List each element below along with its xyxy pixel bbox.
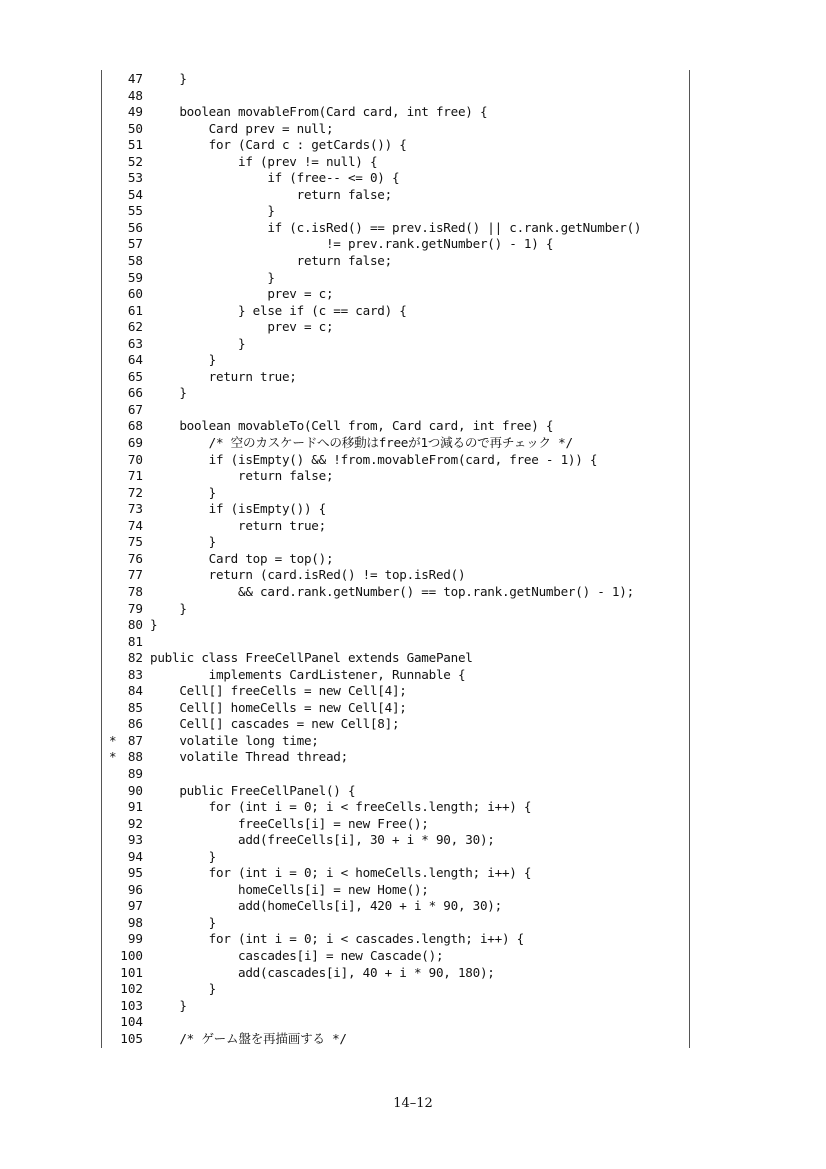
code-line: [102, 865, 688, 882]
code-line: [102, 534, 688, 551]
code-line: [102, 601, 688, 618]
code-text: return false;: [150, 253, 392, 269]
code-text: add(freeCells[i], 30 + i * 90, 30);: [150, 832, 495, 848]
code-line: [102, 137, 688, 154]
code-text: }: [150, 71, 187, 86]
code-line: [102, 931, 688, 948]
line-number: 51: [127, 137, 143, 153]
line-number: 83: [127, 666, 143, 682]
code-text: }: [150, 914, 216, 930]
change-marker: *: [109, 732, 117, 748]
line-number: 52: [127, 153, 143, 169]
line-number: 67: [127, 401, 143, 417]
line-number: 73: [127, 501, 143, 517]
code-line: [102, 187, 688, 204]
line-number: 93: [127, 832, 143, 848]
code-text: add(homeCells[i], 420 + i * 90, 30);: [150, 898, 502, 914]
code-line: [102, 567, 688, 584]
line-number: 82: [127, 650, 143, 666]
code-line: [102, 88, 688, 105]
line-number: 89: [127, 765, 143, 781]
line-number: 88: [127, 749, 143, 765]
code-line: [102, 104, 688, 121]
line-number: 77: [127, 567, 143, 583]
line-number: 97: [127, 898, 143, 914]
code-line: [102, 882, 688, 899]
line-number: 94: [127, 848, 143, 864]
code-text: if (prev != null) {: [150, 153, 378, 169]
code-line: [102, 253, 688, 270]
line-number: 85: [127, 699, 143, 715]
code-text: for (int i = 0; i < freeCells.length; i++) {: [150, 799, 532, 815]
line-number: 71: [127, 468, 143, 484]
code-line: [102, 816, 688, 833]
line-number: 91: [127, 799, 143, 815]
code-text: cascades[i] = new Cascade();: [150, 947, 444, 963]
code-text: homeCells[i] = new Home();: [150, 881, 429, 897]
code-line: [102, 1031, 688, 1048]
code-text: return true;: [150, 368, 297, 384]
code-text: add(cascades[i], 40 + i * 90, 180);: [150, 964, 495, 980]
code-line: [102, 452, 688, 469]
code-line: [102, 965, 688, 982]
line-number: 70: [127, 451, 143, 467]
code-line: [102, 154, 688, 171]
line-number: 69: [127, 435, 143, 451]
code-text: }: [150, 484, 216, 500]
code-text: prev = c;: [150, 319, 334, 335]
change-marker: *: [109, 749, 117, 765]
line-number: 66: [127, 385, 143, 401]
code-text: && card.rank.getNumber() == top.rank.getNumber() - 1);: [150, 583, 634, 599]
code-line: [102, 998, 688, 1015]
line-number: 63: [127, 335, 143, 351]
code-text: Cell[] cascades = new Cell[8];: [150, 716, 400, 732]
line-number: 64: [127, 352, 143, 368]
code-line: [102, 733, 688, 750]
code-line: [102, 220, 688, 237]
code-text: if (c.isRed() == prev.isRed() || c.rank.getNumber(): [150, 219, 642, 235]
code-text: volatile long time;: [150, 732, 319, 748]
code-line: [102, 352, 688, 369]
code-line: [102, 915, 688, 932]
code-line: [102, 749, 688, 766]
code-text: }: [150, 352, 216, 368]
code-line: [102, 501, 688, 518]
line-number: 72: [127, 484, 143, 500]
code-text: }: [150, 203, 275, 219]
code-text: for (Card c : getCards()) {: [150, 137, 407, 153]
line-number: 58: [127, 253, 143, 269]
line-number: 100: [120, 947, 143, 963]
code-text: if (free-- <= 0) {: [150, 170, 400, 186]
code-line: [102, 634, 688, 651]
code-line: [102, 402, 688, 419]
code-line: [102, 435, 688, 452]
line-number: 104: [120, 1014, 143, 1030]
code-line: [102, 683, 688, 700]
code-text: public class FreeCellPanel extends GamePanel: [150, 650, 473, 666]
code-text: Card top = top();: [150, 550, 334, 566]
code-line: [102, 303, 688, 320]
line-number: 56: [127, 219, 143, 235]
page-number: 14–12: [393, 1096, 433, 1111]
code-line: [102, 418, 688, 435]
code-text: boolean movableTo(Cell from, Card card, int free) {: [150, 418, 554, 434]
code-text: }: [150, 534, 216, 550]
code-text: if (isEmpty() && !from.movableFrom(card, free - 1)) {: [150, 451, 598, 467]
line-number: 81: [127, 633, 143, 649]
code-text: }: [150, 385, 187, 401]
code-line: [102, 700, 688, 717]
code-line: [102, 203, 688, 220]
line-number: 95: [127, 865, 143, 881]
code-text: }: [150, 600, 187, 616]
code-line: [102, 832, 688, 849]
line-number: 84: [127, 683, 143, 699]
line-number: 54: [127, 186, 143, 202]
code-text: prev = c;: [150, 286, 334, 302]
code-line: [102, 783, 688, 800]
code-text: }: [150, 617, 158, 633]
line-number: 65: [127, 368, 143, 384]
code-text: volatile Thread thread;: [150, 749, 348, 765]
code-line: [102, 286, 688, 303]
line-number: 103: [120, 997, 143, 1013]
code-listing: [102, 71, 688, 1047]
line-number: 76: [127, 550, 143, 566]
code-text: return (card.isRed() != top.isRed(): [150, 567, 466, 583]
line-number: 53: [127, 170, 143, 186]
code-line: [102, 170, 688, 187]
line-number: 92: [127, 815, 143, 831]
code-line: [102, 948, 688, 965]
code-line: [102, 468, 688, 485]
code-line: [102, 898, 688, 915]
code-text: public FreeCellPanel() {: [150, 782, 356, 798]
code-text: freeCells[i] = new Free();: [150, 815, 429, 831]
code-line: [102, 270, 688, 287]
line-number: 75: [127, 534, 143, 550]
code-text: Card prev = null;: [150, 120, 334, 136]
code-text: != prev.rank.getNumber() - 1) {: [150, 236, 554, 252]
code-line: [102, 766, 688, 783]
code-text: }: [150, 997, 187, 1013]
listing-right-rule: [689, 70, 690, 1048]
line-number: 47: [127, 71, 143, 86]
line-number: 61: [127, 302, 143, 318]
code-text: for (int i = 0; i < cascades.length; i++) {: [150, 931, 524, 947]
line-number: 50: [127, 120, 143, 136]
code-text: boolean movableFrom(Card card, int free) {: [150, 104, 488, 120]
code-line: [102, 1014, 688, 1031]
line-number: 98: [127, 914, 143, 930]
code-text: for (int i = 0; i < homeCells.length; i++) {: [150, 865, 532, 881]
line-number: 79: [127, 600, 143, 616]
line-number: 49: [127, 104, 143, 120]
code-text: /* 空のカスケードへの移動はfreeが1つ減るので再チェック */: [150, 435, 573, 451]
code-text: return true;: [150, 517, 326, 533]
code-text: /* ゲーム盤を再描画する */: [150, 1030, 347, 1046]
line-number: 86: [127, 716, 143, 732]
code-line: [102, 385, 688, 402]
line-number: 80: [127, 617, 143, 633]
code-line: [102, 617, 688, 634]
line-number: 101: [120, 964, 143, 980]
line-number: 48: [127, 87, 143, 103]
code-text: implements CardListener, Runnable {: [150, 666, 466, 682]
line-number: 74: [127, 517, 143, 533]
line-number: 87: [127, 732, 143, 748]
line-number: 105: [120, 1030, 143, 1046]
code-text: }: [150, 981, 216, 997]
code-line: [102, 849, 688, 866]
code-line: [102, 121, 688, 138]
code-line: [102, 584, 688, 601]
line-number: 68: [127, 418, 143, 434]
line-number: 57: [127, 236, 143, 252]
code-text: }: [150, 848, 216, 864]
code-line: [102, 981, 688, 998]
code-text: Cell[] freeCells = new Cell[4];: [150, 683, 407, 699]
line-number: 78: [127, 583, 143, 599]
code-line: [102, 336, 688, 353]
line-number: 62: [127, 319, 143, 335]
code-line: [102, 236, 688, 253]
code-line: [102, 667, 688, 684]
code-text: return false;: [150, 468, 334, 484]
line-number: 90: [127, 782, 143, 798]
code-text: if (isEmpty()) {: [150, 501, 326, 517]
line-number: 96: [127, 881, 143, 897]
code-line: [102, 369, 688, 386]
line-number: 59: [127, 269, 143, 285]
code-line: [102, 319, 688, 336]
code-text: }: [150, 335, 246, 351]
code-text: }: [150, 269, 275, 285]
code-line: [102, 551, 688, 568]
line-number: 102: [120, 981, 143, 997]
code-line: [102, 716, 688, 733]
code-line: [102, 518, 688, 535]
line-number: 55: [127, 203, 143, 219]
line-number: 99: [127, 931, 143, 947]
code-line: [102, 650, 688, 667]
code-line: [102, 799, 688, 816]
code-text: } else if (c == card) {: [150, 302, 407, 318]
code-line: [102, 71, 688, 88]
line-number: 60: [127, 286, 143, 302]
code-text: Cell[] homeCells = new Cell[4];: [150, 699, 407, 715]
code-line: [102, 485, 688, 502]
code-text: return false;: [150, 186, 392, 202]
